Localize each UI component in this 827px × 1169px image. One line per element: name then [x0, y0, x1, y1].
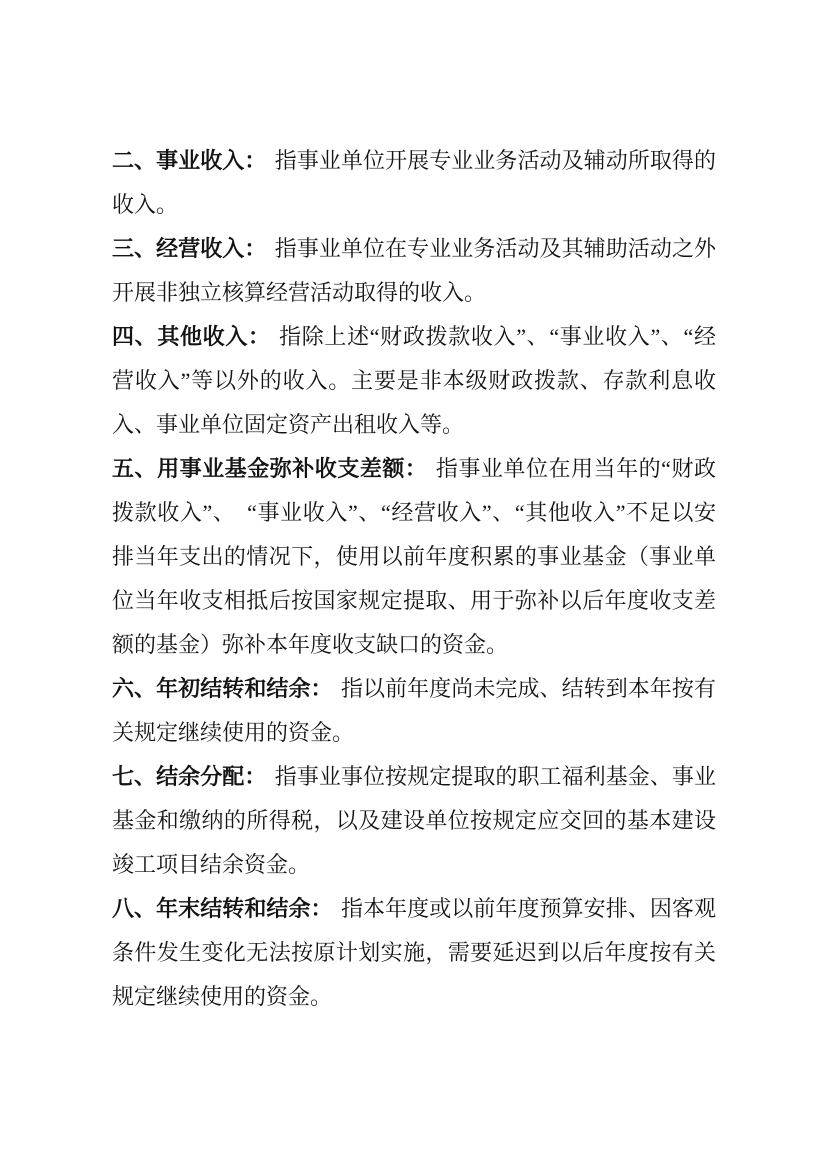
definition-paragraph-qita-shouru — [112, 315, 716, 447]
term-definition: 指事业单位开展专业业务活动及辅动所取得的收入。 — [112, 148, 716, 217]
term-definition: 指本年度或以前年度预算安排、因客观条件发生变化无法按原计划实施，需要延迟到以后年度按有关规定继续使用的资金。 — [112, 896, 716, 1009]
definition-paragraph-jingying-shouru — [112, 227, 716, 315]
document-body — [112, 139, 716, 1019]
term-label: 八、年末结转和结余： — [112, 896, 333, 921]
term-definition: 指除上述“财政拨款收入”、“事业收入”、“经营收入”等以外的收入。主要是非本级财政拨款、存款利息收入、事业单位固定资产出租收入等。 — [112, 324, 716, 437]
term-definition: 指事业单位在用当年的“财政拨款收入”、 “事业收入”、“经营收入”、“其他收入”不足以安排当年支出的情况下，使用以前年度积累的事业基金（事业单位当年收支相抵后按国家规定提取、用于弥补以后年度收支差额的基金）弥补本年度收支缺口的资金。 — [112, 456, 716, 657]
definition-paragraph-nianmo-jiezhuan — [112, 887, 716, 1019]
term-label: 七、结余分配： — [112, 764, 267, 789]
term-definition: 指事业单位在专业业务活动及其辅助活动之外开展非独立核算经营活动取得的收入。 — [112, 236, 716, 305]
term-definition: 指事业事位按规定提取的职工福利基金、事业基金和缴纳的所得税，以及建设单位按规定应交回的基本建设竣工项目结余资金。 — [112, 764, 716, 877]
definition-paragraph-shiye-jijin-mibu — [112, 447, 716, 667]
term-definition: 指以前年度尚未完成、结转到本年按有关规定继续使用的资金。 — [112, 676, 716, 745]
definition-paragraph-shiye-shouru — [112, 139, 716, 227]
term-label: 五、用事业基金弥补收支差额： — [112, 456, 428, 481]
definition-paragraph-nianchu-jiezhuan — [112, 667, 716, 755]
term-label: 三、经营收入： — [112, 236, 267, 261]
term-label: 二、事业收入： — [112, 148, 267, 173]
definition-paragraph-jieyu-fenpei — [112, 755, 716, 887]
term-label: 四、其他收入： — [112, 324, 271, 349]
term-label: 六、年初结转和结余： — [112, 676, 333, 701]
